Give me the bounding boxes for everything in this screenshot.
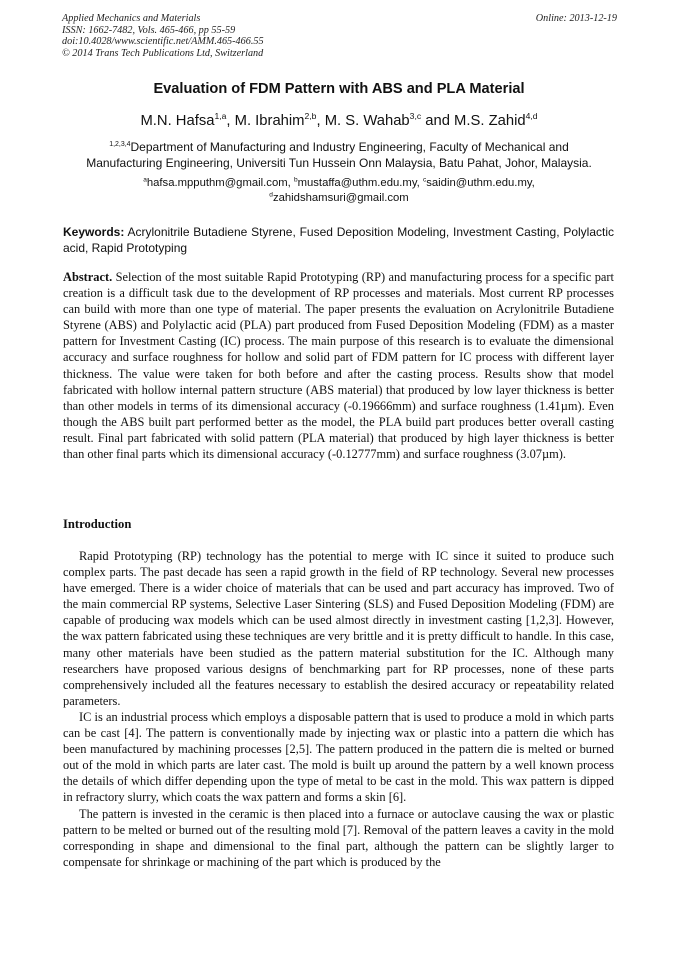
- author-name: M. S. Wahab: [324, 113, 410, 129]
- keywords-label: Keywords:: [63, 225, 125, 239]
- author-list: [40, 113, 638, 129]
- email-link[interactable]: zahidshamsuri@gmail.com: [272, 192, 409, 204]
- abstract-section: [63, 269, 614, 462]
- introduction-body: [63, 548, 614, 870]
- author-separator: and: [421, 113, 455, 129]
- keywords-section: [63, 224, 614, 256]
- author-separator: ,: [316, 113, 325, 129]
- affiliation-line-1: $^{1,2,3,4}$Department of Manufacturing and Industry Engineering, Faculty of Mechanical and: [109, 140, 569, 154]
- email-line-1: $^a$hafsa.mpputhm@gmail.com, $^b$mustaffa@uthm.edu.my, $^c$saidin@uthm.edu.my,: [143, 176, 535, 189]
- paragraph: IC is an industrial process which employs a disposable pattern that is used to produce a mold in which parts can be cast [4]. The pattern is conventionally made by injecting wax or plastic into a pattern die which has been manufactured by machining processes [2,5]. The pattern produced in the pattern die is melted or burned out of the mold in which parts are later cast. The mold is built up around the pattern by a well known process the details of which differ depending upon the type of metal to be cast in the mold. This wax pattern is dipped in refractory slurry, which coats the wax pattern and forms a skin [6].: [63, 709, 614, 805]
- keywords-text: Acrylonitrile Butadiene Styrene, Fused Deposition Modeling, Investment Casting, Polylactic acid, Rapid Prototyping: [63, 225, 615, 255]
- author-affiliation-mark: 4,d: [525, 111, 538, 121]
- paragraph: The pattern is invested in the ceramic is then placed into a furnace or autoclave causing the wax or plastic pattern to be melted or burned out of the resulting mold [7]. Removal of the pattern leaves a cavity in the mold corresponding in shape and dimensional to the final part, although the pattern can be slightly larger to compensate for shrinkage or machining of the part which is produced by the: [63, 806, 614, 869]
- email-list: [40, 176, 638, 206]
- author-affiliation-mark: 2,b: [304, 111, 317, 121]
- paper-title: Evaluation of FDM Pattern with ABS and PLA Material: [153, 81, 525, 97]
- author-name: M.S. Zahid: [454, 113, 526, 129]
- author-name: M.N. Hafsa: [140, 113, 215, 129]
- online-date: Online: 2013-12-19: [535, 13, 617, 24]
- abstract-label: Abstract.: [63, 270, 113, 284]
- section-heading-introduction: Introduction: [63, 517, 132, 531]
- journal-name: Applied Mechanics and Materials: [62, 13, 201, 24]
- email-link[interactable]: hafsa.mpputhm@gmail.com: [146, 177, 288, 189]
- journal-issn: ISSN: 1662-7482, Vols. 465-466, pp 55-59: [62, 24, 236, 36]
- email-link[interactable]: saidin@uthm.edu.my: [426, 177, 532, 189]
- author-affiliation-mark: 3,c: [409, 111, 422, 121]
- abstract-text: Selection of the most suitable Rapid Prototyping (RP) and manufacturing process for a specific part creation is a difficult task due to the development of RP processes and materials. Most current RP processes can build with more than one type of material. The paper presents the evaluation on Acrylonitrile Butadiene Styrene (ABS) and Polylactic acid (PLA) part produced from Fused Deposition Modeling (FDM) as a master pattern for Investment Casting (IC) process. The main purpose of this research is to evaluate the dimensional accuracy and surface roughness for hollow and solid part of FDM pattern for IC process with different layer thickness. The value were taken for both before and after the casting process. Results show that model fabricated with hollow internal pattern structure (ABS material) that produced by low layer thickness is better than other models in terms of its dimensional accuracy (-0.19666mm) and surface roughness (1.41µm). Even though the ABS built part performed better as the model, the PLA build part produces better overall casting result. Final part fabricated with solid pattern (PLA material) that produced by high layer thickness is better than other final parts which its dimensional accuracy (-0.12777mm) and surface roughness (3.07µm).: [63, 270, 614, 462]
- email-line-2: $^d$zahidshamsuri@gmail.com: [269, 191, 409, 204]
- affiliation-line-2: Manufacturing Engineering, Universiti Tun Hussein Onn Malaysia, Batu Pahat, Johor, Malaysia.: [86, 156, 592, 170]
- journal-copyright: © 2014 Trans Tech Publications Ltd, Switzerland: [62, 47, 264, 59]
- journal-doi: doi:10.4028/www.scientific.net/AMM.465-466.55: [62, 36, 264, 48]
- author-name: M. Ibrahim: [234, 113, 305, 129]
- affiliation-mark: 1,2,3,4: [109, 141, 131, 149]
- journal-header: [62, 13, 617, 59]
- paragraph: Rapid Prototyping (RP) technology has the potential to merge with IC since it suited to produce such complex parts. The past decade has seen a rapid growth in the field of RP technology. Several new processes have emerged. There is a wider choice of materials that can be used and part accuracy has improved. Two of the main commercial RP systems, Selective Laser Sintering (SLS) and Fused Deposition Modeling (FDM) are capable of producing wax models which can be used almost directly in investment casting [1,2,3]. However, the wax pattern fabricated using these techniques are very brittle and it is pretty difficult to handle. In this case, many other materials have been studied as the pattern material substitution for the IC. Although many researchers have proposed various designs of benchmarking part for RP processes, none of these parts comprehensively included all the features necessary to establish the desired accuracy or repeatability related parameters.: [63, 549, 614, 708]
- author-separator: ,: [226, 113, 235, 129]
- email-link[interactable]: mustaffa@uthm.edu.my: [297, 177, 417, 189]
- affiliation: [40, 139, 638, 171]
- author-affiliation-mark: 1,a: [214, 111, 227, 121]
